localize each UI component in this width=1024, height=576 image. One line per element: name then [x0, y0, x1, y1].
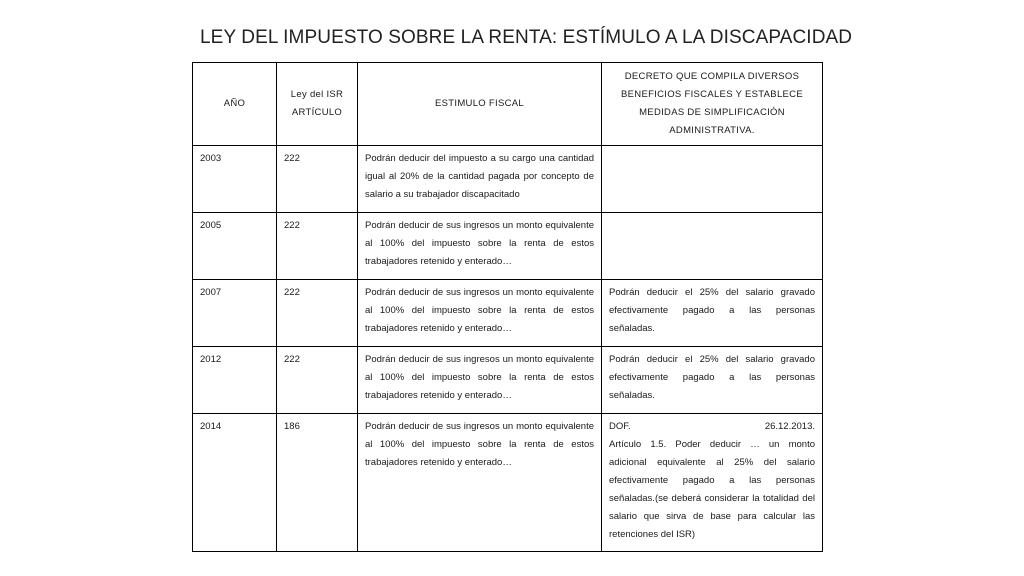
header-year: AÑO — [193, 63, 277, 146]
header-stimulus: ESTIMULO FISCAL — [358, 63, 602, 146]
decree-header-line — [609, 418, 815, 436]
cell-year: 2014 — [193, 414, 277, 552]
cell-year: 2005 — [193, 213, 277, 280]
cell-stimulus: Podrán deducir de sus ingresos un monto equivalente al 100% del impuesto sobre la renta de estos trabajadores retenido y enterado… — [358, 347, 602, 414]
header-article-line2: ARTÍCULO — [291, 107, 343, 118]
cell-decree — [602, 146, 823, 213]
cell-stimulus: Podrán deducir del impuesto a su cargo una cantidad igual al 20% de la cantidad pagada por concepto de salario a su trabajador discapacitado — [358, 146, 602, 213]
cell-stimulus: Podrán deducir de sus ingresos un monto equivalente al 100% del impuesto sobre la renta de estos trabajadores retenido y enterado… — [358, 213, 602, 280]
cell-stimulus: Podrán deducir de sus ingresos un monto equivalente al 100% del impuesto sobre la renta de estos trabajadores retenido y enterado… — [358, 414, 602, 552]
table-row — [193, 213, 823, 280]
cell-decree: Podrán deducir el 25% del salario gravado efectivamente pagado a las personas señaladas. — [602, 347, 823, 414]
page-title: LEY DEL IMPUESTO SOBRE LA RENTA: ESTÍMULO A LA DISCAPACIDAD — [200, 27, 853, 48]
decree-text: Artículo 1.5. Poder deducir … un monto adicional equivalente al 25% del salario efectivamente pagado a las personas señaladas.(se deberá considerar la totalidad del salario que sirva de base para calcular las retenciones del ISR) — [609, 439, 815, 540]
cell-article: 222 — [277, 280, 358, 347]
decree-source: DOF. — [609, 421, 631, 432]
cell-decree — [602, 213, 823, 280]
header-article-line1: Ley del ISR — [290, 89, 344, 100]
cell-article: 222 — [277, 213, 358, 280]
table-row — [193, 146, 823, 213]
cell-decree — [602, 414, 823, 552]
cell-decree: Podrán deducir el 25% del salario gravado efectivamente pagado a las personas señaladas. — [602, 280, 823, 347]
cell-stimulus: Podrán deducir de sus ingresos un monto equivalente al 100% del impuesto sobre la renta de estos trabajadores retenido y enterado… — [358, 280, 602, 347]
cell-article: 222 — [277, 347, 358, 414]
header-decree: DECRETO QUE COMPILA DIVERSOS BENEFICIOS FISCALES Y ESTABLECE MEDIDAS DE SIMPLIFICACIÓN ADMINISTRATIVA. — [602, 63, 823, 146]
cell-year: 2012 — [193, 347, 277, 414]
cell-article: 186 — [277, 414, 358, 552]
decree-date: 26.12.2013. — [764, 421, 815, 432]
table-header-row — [193, 63, 823, 146]
cell-year: 2007 — [193, 280, 277, 347]
table-row — [193, 414, 823, 552]
header-article — [277, 63, 358, 146]
cell-article: 222 — [277, 146, 358, 213]
isr-stimulus-table — [192, 62, 823, 552]
cell-year: 2003 — [193, 146, 277, 213]
table-row — [193, 347, 823, 414]
table-row — [193, 280, 823, 347]
